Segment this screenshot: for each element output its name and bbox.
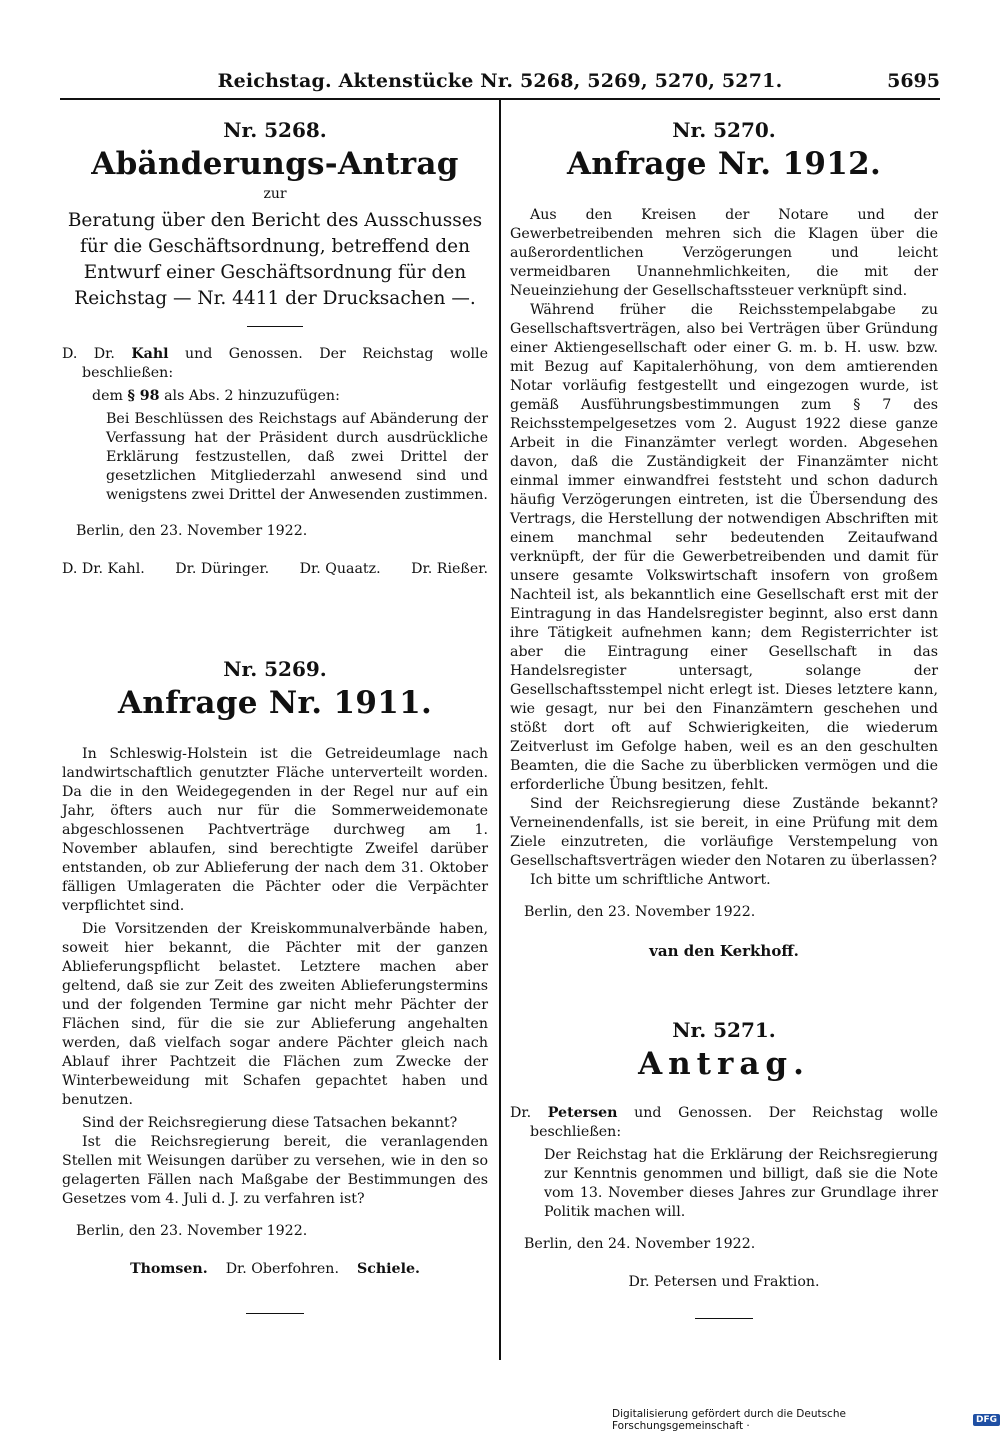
intro-prefix: D. Dr. [62,346,132,362]
running-header [60,68,940,100]
doc-zur: zur [263,186,287,202]
motion-intro [62,345,488,383]
separator-rule [247,326,303,327]
signer: Dr. Quaatz. [299,561,381,577]
doc-number: Nr. 5269. [223,657,327,681]
separator-rule [695,1318,753,1319]
paragraph: Ich bitte um schriftliche Antwort. [530,872,771,888]
motion-intro [510,1104,938,1142]
place-date: Berlin, den 24. November 1922. [524,1236,756,1252]
doc-number: Nr. 5268. [223,118,327,142]
paragraph: Ist die Reichsregierung bereit, die veranlagenden Stellen mit Weisungen darüber zu versehen, wie in den so gelagerten Fällen nach Maßgabe der Bestimmungen des Gesetzes vom 4. Juli d. J. zu verfahren ist? [62,1134,488,1207]
instruction-rest: als Abs. 2 hinzuzufügen: [159,388,340,404]
signer: Dr. Rießer. [411,561,488,577]
place-date: Berlin, den 23. November 1922. [524,904,756,920]
page-number: 5695 [887,70,940,92]
left-column [62,108,488,1332]
mover-name: Petersen [547,1105,618,1121]
doc-title: Abänderungs-Antrag [91,146,459,182]
motion-quote: Bei Beschlüssen des Reichstags auf Abänderung der Verfassung hat der Präsident durch ausdrückliche Erklärung festzustellen, daß zwei Drittel der gesetzlichen Mitgliederzahl anwesend sind und wenigstens zwei Drittel der Anwesenden zustimmen. [106,411,488,503]
doc-number: Nr. 5271. [672,1018,776,1042]
document-5271 [510,1018,938,1319]
instruction-prefix: dem [92,388,128,404]
intro-rest: und Genossen. Der Reichstag wolle beschließen: [82,346,488,381]
signer: D. Dr. Kahl. [62,561,145,577]
doc-title: Anfrage Nr. 1912. [566,146,882,182]
section-ref: § 98 [127,388,160,404]
paragraph: Die Vorsitzenden der Kreiskommunalverbände haben, soweit hier bekannt, die Pächter mit der ganzen Ablieferungspflicht belastet. Letztere machen aber geltend, daß sie zur Zeit des zweiten Ablieferungstermins und der folgenden Termine gar nicht mehr Pächter der Flächen sind, für die sie zur Ablieferung angehalten werden, daß vielfach sogar andere Pächter gleich nach Ablauf ihrer Pachtzeit die Flächen zum Zwecke der Winterbeweidung mit Schafen gepachtet haben und benutzen. [62,921,488,1108]
signature: van den Kerkhoff. [649,942,799,960]
place-date: Berlin, den 23. November 1922. [76,523,308,539]
doc-subject: Beratung über den Bericht des Ausschusses für die Geschäftsordnung, betreffend den Entwurf einer Geschäftsordnung für den Reichstag — Nr. 4411 der Drucksachen —. [67,210,483,309]
doc-number: Nr. 5270. [672,118,776,142]
intro-prefix: Dr. [510,1105,548,1121]
intro-rest: und Genossen. Der Reichstag wolle beschließen: [530,1105,938,1140]
motion-instruction [62,387,488,406]
paragraph: Während früher die Reichsstempelabgabe zu Gesellschaftsverträgen, also bei Verträgen über Gründung einer Aktiengesellschaft oder einer G. m. b. H. usw. bzw. mit Bezug auf Kapitalerhöhung, von dem amtierenden Notar vorläufig festgestellt und eingezogen wurde, ist gemäß Ausführungsbestimmungen zum § 7 des Reichsstempelgesetzes vom 2. August 1922 diese ganze Arbeit in die Finanzämter verlegt worden. Abgesehen davon, daß die Zuständigkeit der Finanzämter nicht einmal immer einwandfrei feststeht und schon dadurch häufig Verzögerungen eintreten, ist die Übersendung des Vertrags, die Herstellung der notwendigen Abschriften mit einem manchmal sehr bedeutenden Zeitaufwand verknüpft, der für die Gewerbetreibenden und damit für unsere gesamte Volkswirtschaft insofern von großem Nachteil ist, als bekanntlich eine Gesellschaft erst mit der Eintragung in das Handelsregister beginnt, also erst dann ihre Tätigkeit aufnehmen kann; dem Registerrichter ist aber die Eintragung einer Gesellschaft in das Handelsregister untersagt, solange der Gesellschaftsstempel nicht erlegt ist. Dieses letztere kann, wie gesagt, nur bei den Finanzämtern geschehen und stößt dort oft auf Schwierigkeiten, die wiederum Zeitverlust im Gefolge haben, weil es an den geschulten Beamten, die die Sache zu überblicken vermögen und die erforderliche Übung besitzen, fehlt. [510,302,938,793]
document-5268 [62,118,488,577]
dfg-logo-icon: DFG [973,1414,1000,1426]
paragraph: Aus den Kreisen der Notare und der Gewerbetreibenden mehren sich die Klagen über die außerordentlichen Verzögerungen und leicht vermeidbaren Unannehmlichkeiten, die mit der Neueinziehung der Gesellschaftssteuer verknüpft sind. [510,207,938,299]
footer-text: Digitalisierung gefördert durch die Deutsche Forschungsgemeinschaft · [612,1408,846,1432]
document-5269 [62,657,488,1314]
mover-name: Kahl [131,346,169,362]
doc-title: Anfrage Nr. 1911. [117,685,433,721]
signers [62,1261,488,1277]
signer: Dr. Oberfohren. [225,1261,339,1277]
paragraph: In Schleswig-Holstein ist die Getreideumlage nach landwirtschaftlich genutzter Fläche unterverteilt worden. Da die in den Weidegegenden in der Regel nur auf ein Jahr, öfters auch nur für die Sommerweidemonate abgeschlossenen Pachtverträge durchweg am 1. November ablaufen, sind berechtigte Zweifel darüber entstanden, ob zur Ablieferung der nach dem 31. Oktober fälligen Umlageraten die Pächter oder die Verpächter verpflichtet sind. [62,746,488,914]
place-date: Berlin, den 23. November 1922. [76,1223,308,1239]
signer: Thomsen. [130,1261,208,1277]
right-column [510,108,938,1337]
document-5270 [510,118,938,960]
signature: Dr. Petersen und Fraktion. [628,1274,820,1290]
signers [62,561,488,577]
digitization-footer [612,1408,1000,1432]
column-divider [499,100,501,1360]
motion-quote: Der Reichstag hat die Erklärung der Reichsregierung zur Kenntnis genommen und billigt, daß sie die Note vom 13. November dieses Jahres zur Grundlage ihrer Politik machen will. [544,1147,938,1220]
signer: Schiele. [356,1261,420,1277]
separator-rule [246,1313,304,1314]
doc-title: Antrag. [638,1046,810,1082]
running-title: Reichstag. Aktenstücke Nr. 5268, 5269, 5270, 5271. [217,70,783,92]
paragraph: Sind der Reichsregierung diese Tatsachen bekannt? [82,1115,458,1131]
signer: Dr. Düringer. [175,561,270,577]
paragraph: Sind der Reichsregierung diese Zustände bekannt? Verneinendenfalls, ist sie bereit, in eine Prüfung mit dem Ziele einzutreten, die vorläufige Verstempelung von Gesellschaftsverträgen wieder den Notaren zu überlassen? [510,796,938,869]
